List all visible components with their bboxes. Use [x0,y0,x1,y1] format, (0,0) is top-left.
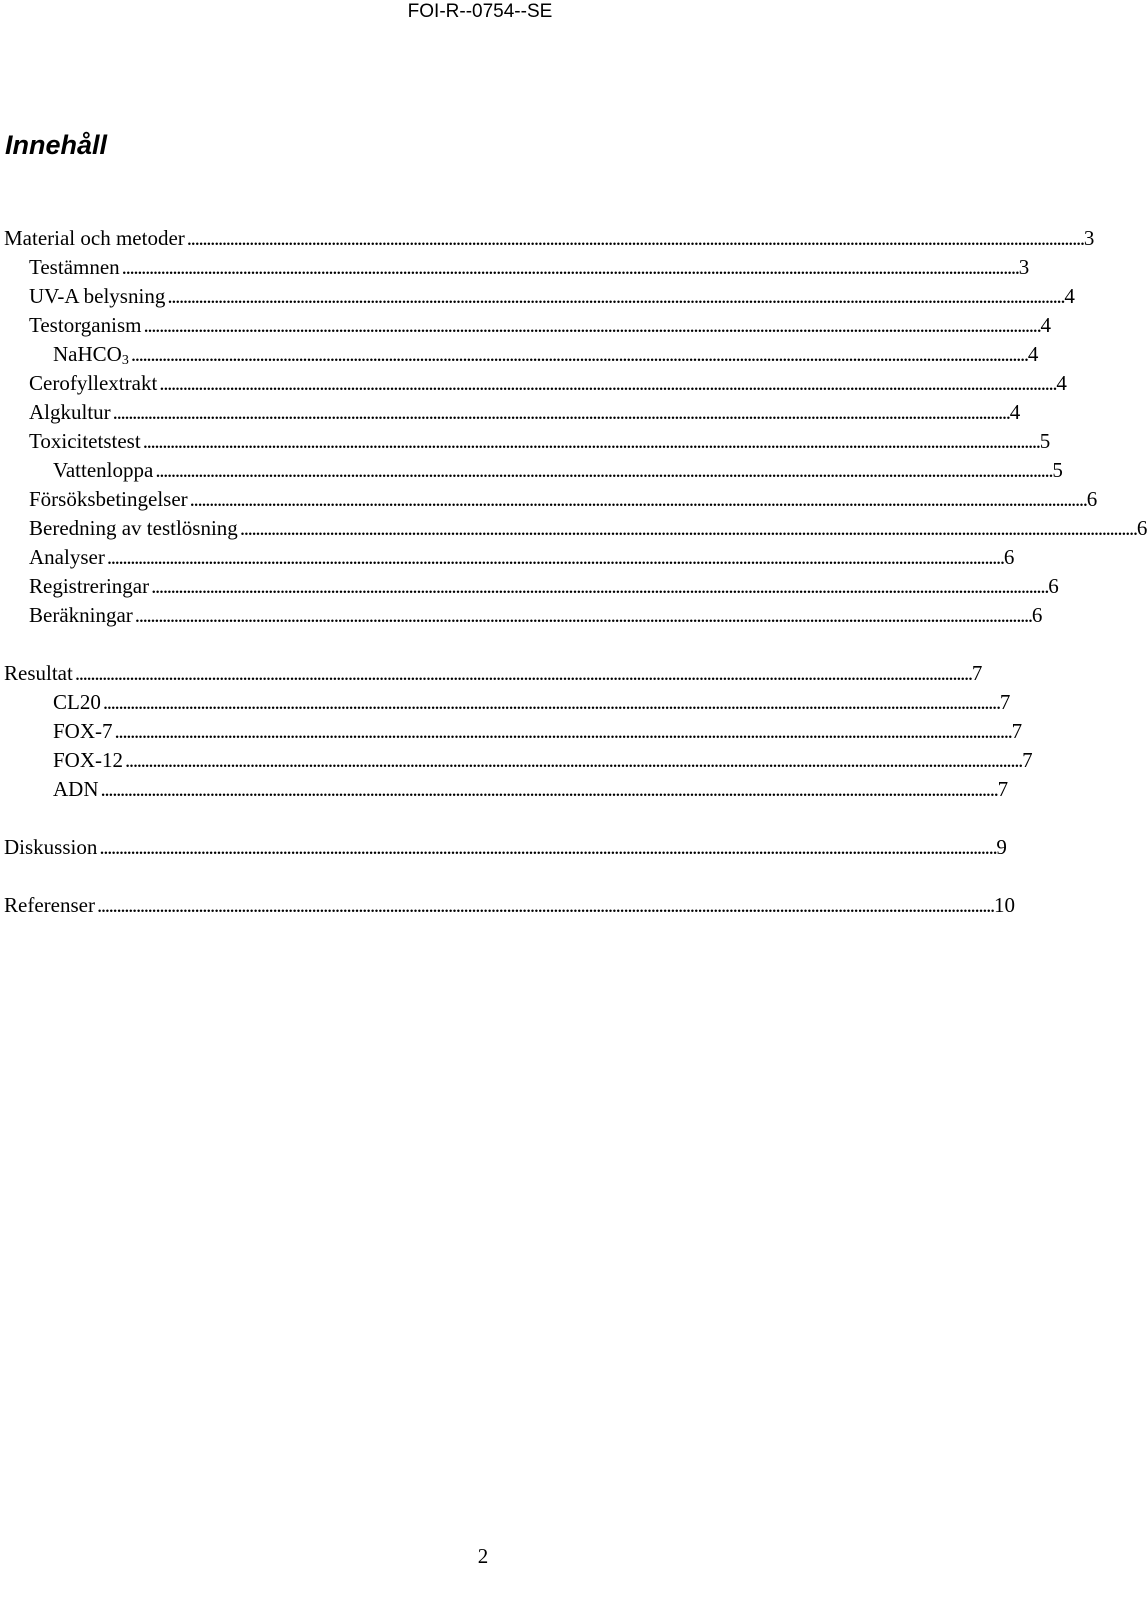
toc-entry-label: Cerofyllextrakt [29,371,158,395]
toc-entry-fox-12[interactable] [4,746,1033,775]
toc-entry-forsoksbetingelser[interactable] [4,485,1098,514]
toc-entry-page: 5 [1052,458,1063,482]
toc-entry-label: Beredning av testlösning [29,516,238,540]
dot-leader [155,456,1050,485]
dot-leader [135,601,1030,630]
toc-entry-referenser[interactable] [4,891,1016,920]
dot-leader [131,340,1026,369]
dot-leader [122,253,1017,282]
toc-entry-algkultur[interactable] [4,398,1021,427]
toc-entry-page: 3 [1083,226,1095,250]
dot-leader [97,891,992,920]
toc-entry-label: Försöksbetingelser [29,487,188,511]
toc-entry-page: 7 [997,777,1009,801]
dot-leader [143,311,1038,340]
toc-entry-label: Algkultur [29,400,111,424]
dot-leader [115,717,1010,746]
toc-entry-beredning-av-testlosning[interactable] [4,514,1147,543]
toc-entry-label: Testorganism [29,313,142,337]
toc-entry-testorganism[interactable] [4,311,1052,340]
toc-entry-page: 7 [971,661,983,685]
toc-entry-page: 7 [1011,719,1023,743]
toc-entry-page: 6 [1136,516,1147,540]
dot-leader [99,833,994,862]
toc-entry-fox-7[interactable] [4,717,1023,746]
toc-entry-uva-belysning[interactable] [4,282,1075,311]
toc-entry-page: 10 [994,893,1016,917]
toc-entry-label: Diskussion [4,835,98,859]
report-id-header: FOI-R--0754--SE [407,1,553,22]
toc-entry-label: Beräkningar [29,603,133,627]
toc-title: Innehåll [5,130,108,160]
toc-entry-page: 4 [1064,284,1075,308]
toc-entry-nahco3[interactable] [4,340,1039,369]
toc-entry-label: CL20 [53,690,101,714]
toc-entry-label: Resultat [4,661,73,685]
toc-entry-diskussion[interactable] [4,833,1007,862]
toc-entry-resultat[interactable] [4,659,983,688]
toc-entry-cl20[interactable] [4,688,1011,717]
toc-entry-label: ADN [53,777,99,801]
table-of-contents [4,224,1147,920]
dot-leader [159,369,1054,398]
dot-leader [107,543,1002,572]
dot-leader [113,398,1008,427]
toc-entry-berakningar[interactable] [4,601,1043,630]
dot-leader [187,224,1082,253]
toc-entry-page: 6 [1031,603,1043,627]
toc-entry-label: Toxicitetstest [29,429,141,453]
toc-entry-label: Testämnen [29,255,120,279]
toc-entry-page: 9 [996,835,1007,859]
toc-entry-label: Vattenloppa [53,458,154,482]
toc-entry-page: 7 [1022,748,1033,772]
toc-entry-registreringar[interactable] [4,572,1059,601]
toc-entry-page: 4 [1056,371,1067,395]
toc-entry-label: Material och metoder [4,226,185,250]
toc-entry-label [53,340,131,369]
toc-entry-label: Analyser [29,545,105,569]
toc-entry-label: Registreringar [29,574,150,598]
dot-leader [143,427,1038,456]
page-number: 2 [477,1544,489,1568]
chemical-formula: NaHCO [53,342,122,366]
toc-entry-page: 4 [1009,400,1021,424]
toc-entry-label: Referenser [4,893,95,917]
toc-entry-page: 6 [1003,545,1015,569]
toc-entry-page: 4 [1040,313,1052,337]
toc-entry-label: FOX-7 [53,719,113,743]
dot-leader [125,746,1020,775]
toc-entry-label: FOX-12 [53,748,124,772]
toc-entry-label: UV-A belysning [29,284,166,308]
dot-leader [167,282,1062,311]
toc-entry-testamnen[interactable] [4,253,1030,282]
toc-entry-page: 7 [999,690,1011,714]
toc-entry-page: 6 [1048,574,1059,598]
toc-entry-page: 3 [1018,255,1030,279]
toc-entry-toxicitetstest[interactable] [4,427,1051,456]
toc-entry-adn[interactable] [4,775,1009,804]
dot-leader [151,572,1046,601]
toc-entry-vattenloppa[interactable] [4,456,1063,485]
dot-leader [190,485,1085,514]
toc-entry-analyser[interactable] [4,543,1015,572]
toc-entry-page: 4 [1027,342,1039,366]
dot-leader [101,775,996,804]
toc-entry-cerofyllextrakt[interactable] [4,369,1067,398]
toc-entry-page: 5 [1039,429,1051,453]
dot-leader [103,688,998,717]
dot-leader [75,659,970,688]
toc-entry-material-och-metoder[interactable] [4,224,1095,253]
dot-leader [240,514,1135,543]
formula-subscript: 3 [121,353,129,368]
toc-entry-page: 6 [1086,487,1098,511]
